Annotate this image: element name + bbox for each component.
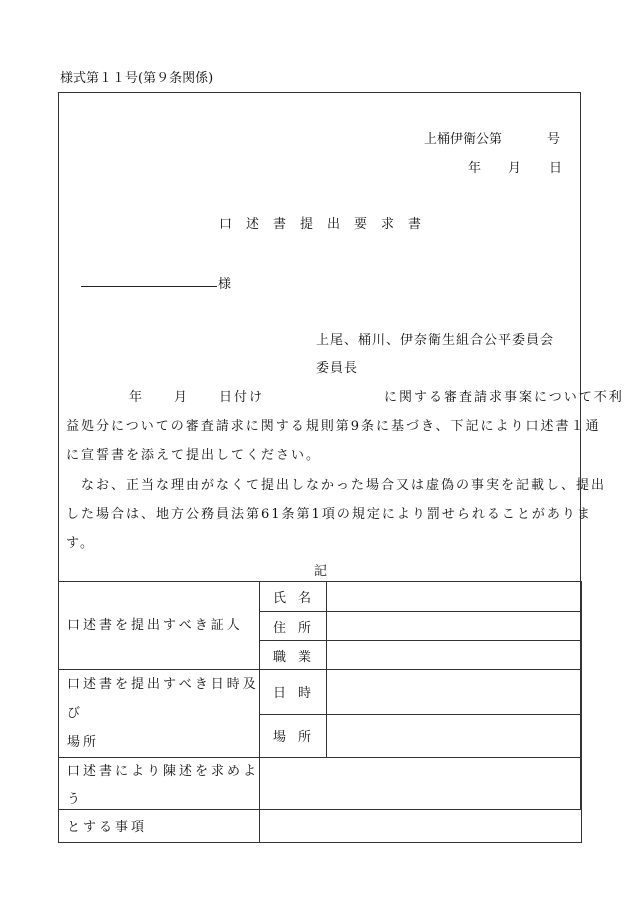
document-number-suffix: 号 <box>547 132 561 147</box>
body-line-3: に宣誓書を添えて提出してください。 <box>66 448 322 463</box>
table-row <box>59 758 582 843</box>
field-value-name[interactable] <box>327 582 582 612</box>
addressee-suffix: 様 <box>218 277 232 292</box>
document-title: 口述書提出要求書 <box>219 217 436 232</box>
field-label-address: 住所 <box>260 612 327 641</box>
document-number-prefix: 上桶伊衛公第 <box>424 132 503 147</box>
datetime-label-line-2: 場所 <box>67 735 100 750</box>
record-heading: 記 <box>314 564 328 579</box>
field-label-occupation: 職業 <box>260 641 327 670</box>
addressee-underline <box>81 286 217 287</box>
matters-label-line-1: 口述書により陳述を求めよう <box>67 764 260 807</box>
document-frame <box>58 92 624 835</box>
body-line-5: した場合は、地方公務員法第61条第1項の規定により罰せられることがありま <box>66 507 592 522</box>
body-line-6: す。 <box>66 536 95 551</box>
record-table <box>58 581 582 843</box>
table-row <box>59 670 582 715</box>
table-row <box>59 582 582 612</box>
sender-title: 委員長 <box>316 361 359 376</box>
datetime-label <box>59 670 260 758</box>
field-label-datetime: 日時 <box>260 670 327 715</box>
body-line-2: 益処分についての審査請求に関する規則第9条に基づき、下記により口述書１通 <box>66 419 601 434</box>
date-year: 年 <box>468 161 482 176</box>
body-line-4: なお、正当な理由がなくて提出しなかった場合又は虚偽の事実を記載し、提出 <box>66 478 607 493</box>
sender-organization: 上尾、桶川、伊奈衛生組合公平委員会 <box>316 333 555 348</box>
body-line-1: 年 月 日付け に関する審査請求事案について不利 <box>129 390 624 405</box>
field-label-name: 氏名 <box>260 582 327 612</box>
date-month: 月 <box>508 161 522 176</box>
matters-label <box>59 758 260 843</box>
field-value-address[interactable] <box>327 612 582 641</box>
field-value-datetime[interactable] <box>327 670 582 715</box>
form-number-label: 様式第１１号(第９条関係) <box>60 71 214 86</box>
field-value-matters[interactable] <box>260 758 582 843</box>
matters-label-line-2: とする事項 <box>67 820 148 835</box>
field-value-place[interactable] <box>327 714 582 757</box>
witness-label: 口述書を提出すべき証人 <box>59 582 260 670</box>
field-label-place: 場所 <box>260 714 327 757</box>
field-value-occupation[interactable] <box>327 641 582 670</box>
date-day: 日 <box>549 161 563 176</box>
datetime-label-line-1: 口述書を提出すべき日時及び <box>67 677 259 721</box>
